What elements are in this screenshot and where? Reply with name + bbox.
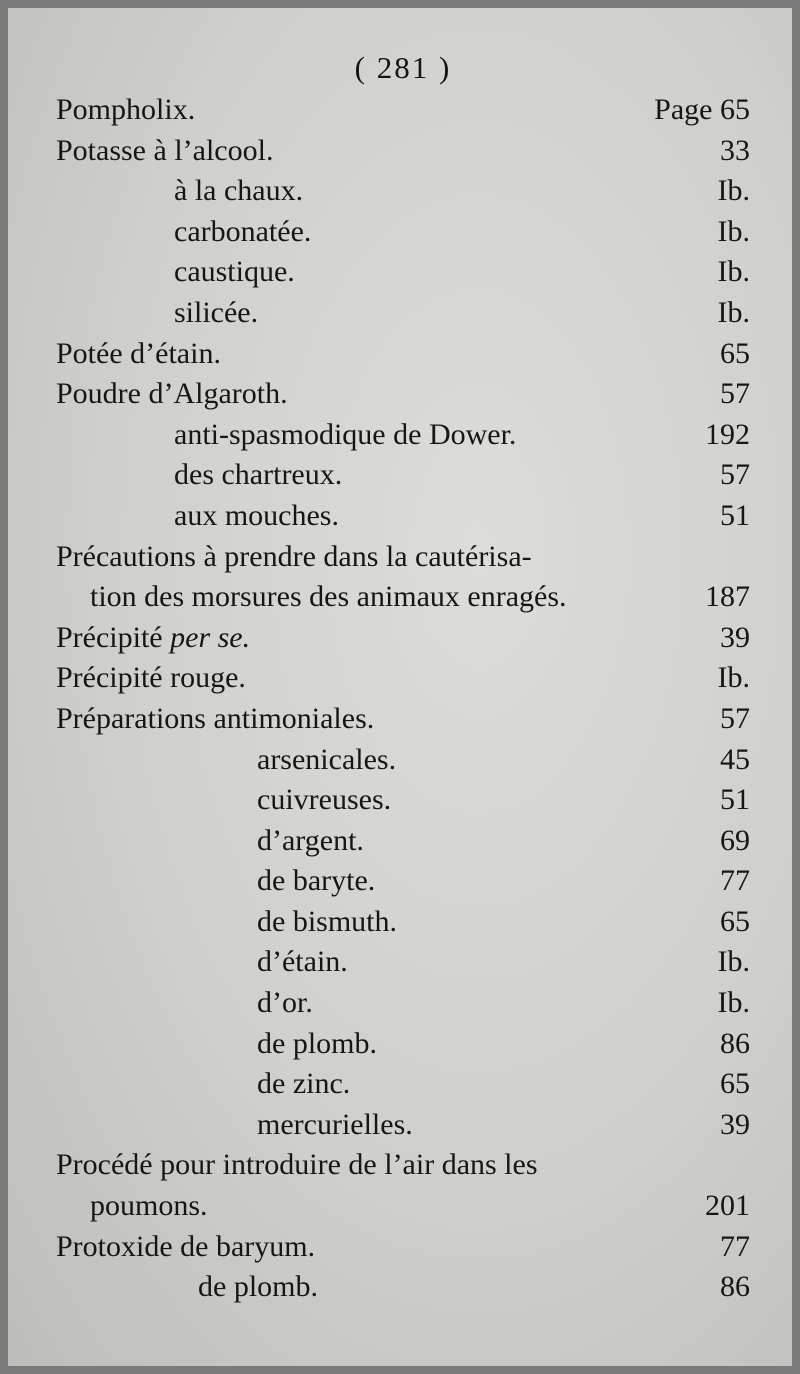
- entry-text: tion des morsures des animaux enragés.: [90, 580, 567, 614]
- index-entry: [8, 618, 792, 659]
- entry-page-ref: Page 65: [654, 93, 750, 126]
- entry-text: mercurielles.: [257, 1107, 413, 1141]
- index-entry: [8, 252, 792, 293]
- entry-text: arsenicales.: [257, 742, 397, 776]
- entry-page-ref: 57: [720, 377, 750, 411]
- index-entry: [8, 861, 792, 902]
- entry-page-ref: 201: [705, 1189, 750, 1223]
- entry-page-ref: 65: [720, 904, 750, 938]
- entry-text: d’étain.: [257, 945, 348, 979]
- entry-text: de bismuth.: [257, 904, 397, 938]
- entry-page-ref: 77: [720, 864, 750, 898]
- index-entry: [8, 537, 792, 578]
- entry-text: Préparations antimoniales.: [56, 701, 375, 735]
- entry-page-ref: 39: [720, 1107, 750, 1141]
- entry-page-ref: 57: [720, 458, 750, 492]
- entry-text: Précipité per se.: [56, 620, 251, 654]
- entry-page-ref: 51: [720, 783, 750, 817]
- entry-page-ref: Ib.: [717, 214, 750, 248]
- entry-text: à la chaux.: [174, 174, 304, 208]
- index-entry: [8, 496, 792, 537]
- entry-text: de plomb.: [257, 1026, 377, 1060]
- entry-text: silicée.: [174, 295, 259, 329]
- entry-text: anti-spasmodique de Dower.: [174, 417, 517, 451]
- entry-page-ref: Ib.: [717, 255, 750, 289]
- index-entry: [8, 821, 792, 862]
- entry-text: Protoxide de baryum.: [56, 1229, 316, 1263]
- entry-page-ref: Ib.: [717, 661, 750, 695]
- entry-text: de zinc.: [257, 1067, 351, 1101]
- entry-text: d’or.: [257, 986, 313, 1020]
- entry-text: cuivreuses.: [257, 783, 392, 817]
- index-entry: [8, 577, 792, 618]
- entry-text: caustique.: [174, 255, 295, 289]
- entry-text: de baryte.: [257, 864, 376, 898]
- entry-text: Procédé pour introduire de l’air dans les: [56, 1148, 538, 1182]
- entry-page-ref: 51: [720, 498, 750, 532]
- entry-page-ref: 192: [705, 417, 750, 451]
- entry-text: Potasse à l’alcool.: [56, 133, 274, 167]
- index-entry: [8, 780, 792, 821]
- entry-page-ref: Ib.: [717, 174, 750, 208]
- index-entry: [8, 90, 792, 131]
- index-entry: [8, 699, 792, 740]
- entry-text: Potée d’étain.: [56, 336, 221, 370]
- entry-page-ref: 45: [720, 742, 750, 776]
- entry-page-ref: 187: [705, 580, 750, 614]
- index-entry: [8, 1064, 792, 1105]
- entry-page-ref: 65: [720, 1067, 750, 1101]
- entry-text: de plomb.: [198, 1270, 318, 1304]
- entry-text: carbonatée.: [174, 214, 312, 248]
- entry-text: Poudre d’Algaroth.: [56, 377, 288, 411]
- index-entry: [8, 902, 792, 943]
- index-entry: [8, 455, 792, 496]
- entry-page-ref: 86: [720, 1026, 750, 1060]
- entry-text: poumons.: [90, 1189, 208, 1223]
- entry-page-ref: 69: [720, 823, 750, 857]
- entry-page-ref: 86: [720, 1270, 750, 1304]
- entry-page-ref: Ib.: [717, 986, 750, 1020]
- entry-page-ref: 57: [720, 701, 750, 735]
- entry-text: Précipité rouge.: [56, 661, 246, 695]
- index-entry: [8, 1227, 792, 1268]
- index-entry: [8, 1024, 792, 1065]
- index-entry: [8, 1267, 792, 1308]
- index-entry: [8, 942, 792, 983]
- index-entry: [8, 1186, 792, 1227]
- entry-page-ref: 39: [720, 620, 750, 654]
- index-entry: [8, 374, 792, 415]
- index-entry: [8, 658, 792, 699]
- entry-page-ref: 33: [720, 133, 750, 167]
- index-entries: [8, 90, 792, 1308]
- entry-page-ref: 65: [720, 336, 750, 370]
- entry-text: aux mouches.: [174, 498, 339, 532]
- index-entry: [8, 415, 792, 456]
- index-entry: [8, 983, 792, 1024]
- page-number: ( 281 ): [354, 50, 452, 85]
- entry-text: Pompholix.: [56, 93, 196, 126]
- entry-page-ref: Ib.: [717, 945, 750, 979]
- index-entry: [8, 131, 792, 172]
- index-entry: [8, 171, 792, 212]
- index-entry: [8, 334, 792, 375]
- entry-text: Précautions à prendre dans la cautérisa-: [56, 539, 532, 573]
- entry-page-ref: Ib.: [717, 295, 750, 329]
- entry-page-ref: 77: [720, 1229, 750, 1263]
- index-entry: [8, 740, 792, 781]
- book-page: [8, 8, 792, 1366]
- index-entry: [8, 293, 792, 334]
- index-entry: [8, 1105, 792, 1146]
- entry-text: d’argent.: [257, 823, 364, 857]
- index-entry: [8, 1145, 792, 1186]
- index-entry: [8, 212, 792, 253]
- entry-text: des chartreux.: [174, 458, 343, 492]
